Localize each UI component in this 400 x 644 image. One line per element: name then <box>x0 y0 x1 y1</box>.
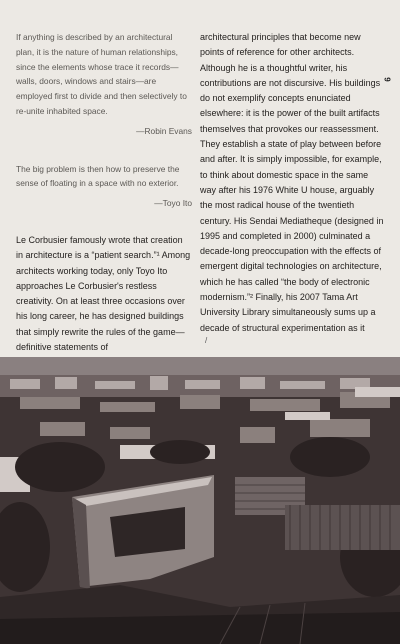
epigraph-author: —Robin Evans <box>136 125 192 136</box>
body-paragraph-right: architectural principles that become new points of reference for other architects. Although he is a thoughtful writer, his contributions are not discursive. His buildings do not exemplify concepts enunciated elsewhere: it is the power of the built artifacts themselves that provokes our reassessment. They establish a state of play between before and after. It is simply impossible, for example, to think about domestic space in the same way after his 1976 White U house, arguably the most radical house of the twentieth century. His Sendai Mediatheque (designed in 1995 and completed in 2000) culminated a decade-long preoccupation with the effects of emergent digital technologies on architecture, which he has called “the body of electronic modernism.”² Finally, his 2007 Tama Art University Library simultaneously sums up a decade of structural experimentation as it <box>200 32 384 333</box>
epigraph-text: If anything is described by an architectural plan, it is the nature of human relationships, since the elements whose trace it records—walls, doors, windows and stairs—are employed first to divide and then selectively to re-unite inhabited space. <box>16 32 187 116</box>
epigraph-ito <box>16 162 192 211</box>
epigraph-text: The big problem is then how to preserve the sense of floating in a space with no exterior. <box>16 163 180 189</box>
right-column <box>200 30 386 336</box>
body-paragraph-left: Le Corbusier famously wrote that creation in architecture is a “patient search.”¹ Among architects working today, only Toyo Ito approaches Le Corbusier's restless creativity. On at least three occasions over his long career, he has designed buildings that simply rewrite the rules of the game—definitive statements of <box>16 234 191 353</box>
page-number: 9 <box>382 77 392 82</box>
epigraph-evans <box>16 30 192 139</box>
epigraph-author: —Toyo Ito <box>154 198 192 209</box>
aerial-photo <box>0 357 400 644</box>
left-column <box>16 30 192 355</box>
stray-mark: / <box>205 336 208 345</box>
